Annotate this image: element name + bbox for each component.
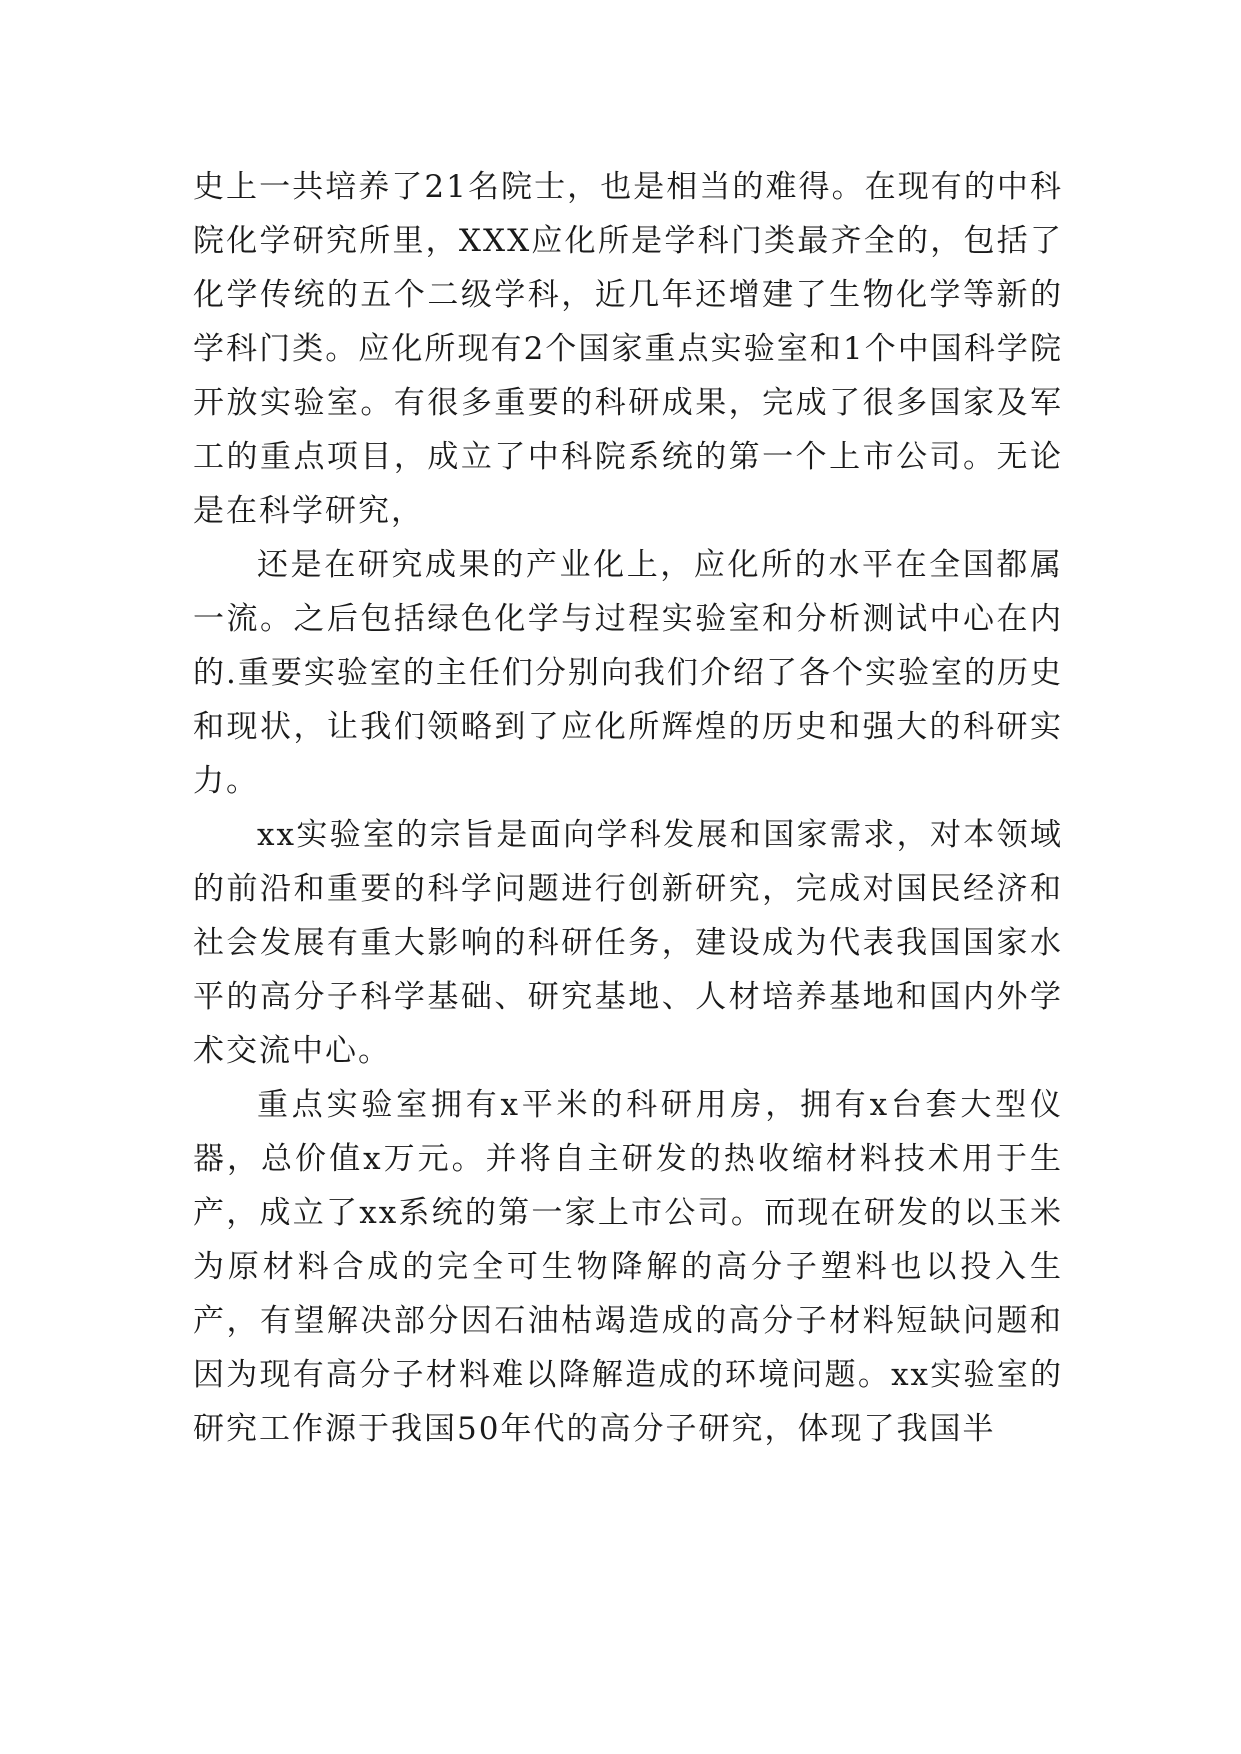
paragraph-2: 还是在研究成果的产业化上，应化所的水平在全国都属一流。之后包括绿色化学与过程实验室和分析测试中心在内的.重要实验室的主任们分别向我们介绍了各个实验室的历史和现状，让我们领略到了应化所辉煌的历史和强大的科研实力。	[193, 547, 1063, 799]
paragraph-4: 重点实验室拥有x平米的科研用房，拥有x台套大型仪器，总价值x万元。并将自主研发的热收缩材料技术用于生产，成立了xx系统的第一家上市公司。而现在研发的以玉米为原材料合成的完全可生物降解的高分子塑料也以投入生产，有望解决部分因石油枯竭造成的高分子材料短缺问题和因为现有高分子材料难以降解造成的环境问题。xx实验室的研究工作源于我国50年代的高分子研究，体现了我国半	[193, 1087, 1063, 1447]
paragraph-1: 史上一共培养了21名院士，也是相当的难得。在现有的中科院化学研究所里，XXX应化所是学科门类最齐全的，包括了化学传统的五个二级学科，近几年还增建了生物化学等新的学科门类。应化所现有2个国家重点实验室和1个中国科学院开放实验室。有很多重要的科研成果，完成了很多国家及军工的重点项目，成立了中科院系统的第一个上市公司。无论是在科学研究，	[193, 169, 1063, 529]
paragraph-3: xx实验室的宗旨是面向学科发展和国家需求，对本领域的前沿和重要的科学问题进行创新研究，完成对国民经济和社会发展有重大影响的科研任务，建设成为代表我国国家水平的高分子科学基础、研究基地、人材培养基地和国内外学术交流中心。	[193, 817, 1063, 1069]
document-body	[193, 160, 1063, 1456]
